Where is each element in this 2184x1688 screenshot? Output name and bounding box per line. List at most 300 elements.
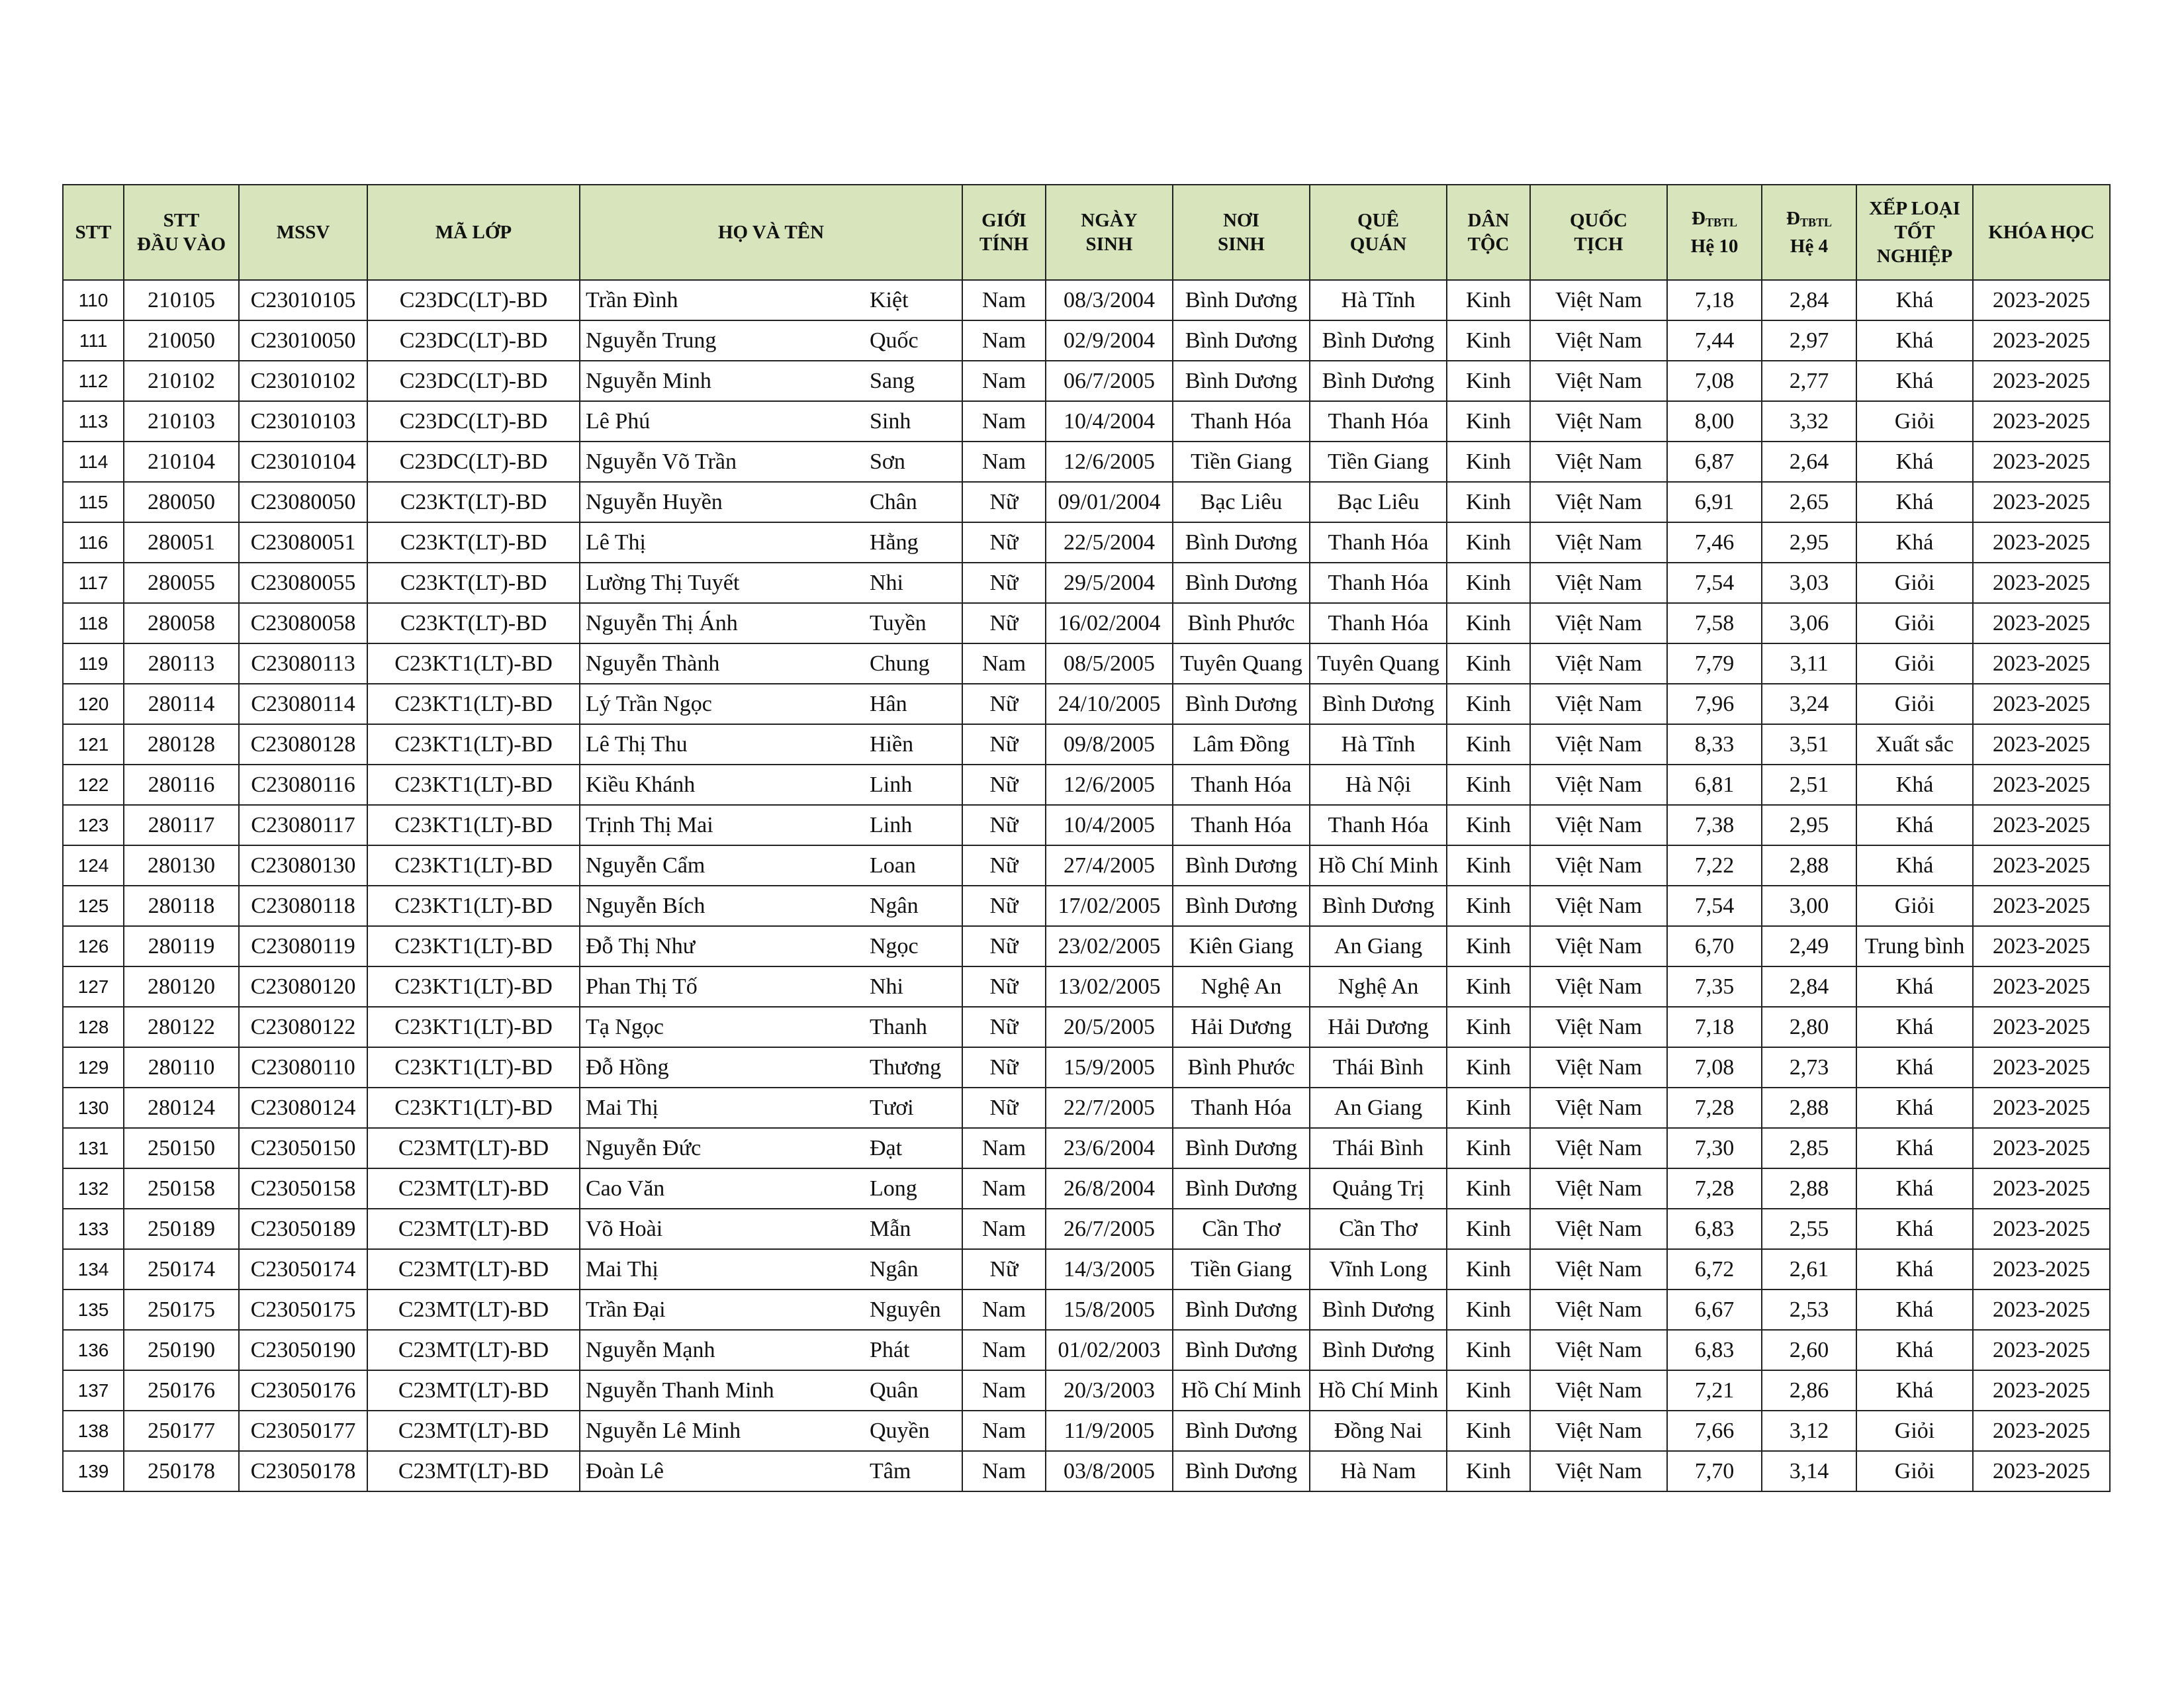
cell-ten: Nhi [870, 966, 962, 1007]
cell-ma-lop: C23MT(LT)-BD [367, 1330, 580, 1370]
cell-diem-he-10: 6,81 [1667, 765, 1762, 805]
cell-stt-dau-vao: 280117 [124, 805, 239, 845]
cell-noi-sinh: Bình Dương [1173, 845, 1310, 886]
cell-diem-he-10: 7,54 [1667, 886, 1762, 926]
cell-stt: 136 [63, 1330, 124, 1370]
header-ho-va-ten: HỌ VÀ TÊN [580, 185, 962, 280]
cell-stt-dau-vao: 280118 [124, 886, 239, 926]
cell-ten: Phát [870, 1330, 962, 1370]
cell-ten: Thương [870, 1047, 962, 1088]
table-row [63, 643, 2110, 684]
cell-diem-he-4: 3,12 [1762, 1411, 1856, 1451]
cell-que-quan: Bình Dương [1310, 1289, 1447, 1330]
cell-diem-he-10: 7,58 [1667, 603, 1762, 643]
cell-diem-he-10: 8,00 [1667, 401, 1762, 442]
cell-ten: Hân [870, 684, 962, 724]
cell-xep-loai: Khá [1856, 522, 1973, 563]
cell-ten: Chung [870, 643, 962, 684]
cell-noi-sinh: Bình Dương [1173, 361, 1310, 401]
cell-ten: Tuyền [870, 603, 962, 643]
cell-ma-lop: C23KT(LT)-BD [367, 482, 580, 522]
header-quoc-tich: QUỐC TỊCH [1530, 185, 1667, 280]
cell-xep-loai: Giỏi [1856, 886, 1973, 926]
cell-stt-dau-vao: 280122 [124, 1007, 239, 1047]
cell-noi-sinh: Tiền Giang [1173, 442, 1310, 482]
cell-quoc-tich: Việt Nam [1530, 966, 1667, 1007]
cell-que-quan: Bình Dương [1310, 320, 1447, 361]
cell-khoa-hoc: 2023-2025 [1973, 1168, 2110, 1209]
cell-mssv: C23080120 [239, 966, 367, 1007]
cell-mssv: C23080130 [239, 845, 367, 886]
cell-dan-toc: Kinh [1447, 724, 1530, 765]
cell-ten: Sinh [870, 401, 962, 442]
cell-stt: 112 [63, 361, 124, 401]
cell-diem-he-4: 2,53 [1762, 1289, 1856, 1330]
cell-stt: 134 [63, 1249, 124, 1289]
cell-gioi-tinh: Nam [962, 1209, 1046, 1249]
cell-quoc-tich: Việt Nam [1530, 1370, 1667, 1411]
cell-que-quan: Tiền Giang [1310, 442, 1447, 482]
cell-ngay-sinh: 22/5/2004 [1046, 522, 1173, 563]
cell-ten: Kiệt [870, 280, 962, 320]
header-diem-he-4: ĐTBTL Hệ 4 [1762, 185, 1856, 280]
cell-khoa-hoc: 2023-2025 [1973, 320, 2110, 361]
cell-dan-toc: Kinh [1447, 522, 1530, 563]
cell-ten: Đạt [870, 1128, 962, 1168]
cell-khoa-hoc: 2023-2025 [1973, 1007, 2110, 1047]
cell-dan-toc: Kinh [1447, 765, 1530, 805]
cell-khoa-hoc: 2023-2025 [1973, 401, 2110, 442]
cell-dan-toc: Kinh [1447, 442, 1530, 482]
table-row [63, 805, 2110, 845]
cell-ten: Loan [870, 845, 962, 886]
cell-ma-lop: C23MT(LT)-BD [367, 1128, 580, 1168]
cell-diem-he-10: 7,35 [1667, 966, 1762, 1007]
cell-ma-lop: C23KT1(LT)-BD [367, 845, 580, 886]
cell-diem-he-4: 2,51 [1762, 765, 1856, 805]
table-row [63, 1411, 2110, 1451]
cell-stt: 110 [63, 280, 124, 320]
cell-gioi-tinh: Nam [962, 1451, 1046, 1491]
cell-stt-dau-vao: 250177 [124, 1411, 239, 1451]
cell-noi-sinh: Bình Dương [1173, 320, 1310, 361]
cell-stt: 123 [63, 805, 124, 845]
cell-mssv: C23080055 [239, 563, 367, 603]
cell-quoc-tich: Việt Nam [1530, 1088, 1667, 1128]
cell-stt: 133 [63, 1209, 124, 1249]
cell-ho-dem: Nguyễn Thị Ánh [580, 603, 870, 643]
cell-diem-he-4: 2,88 [1762, 1088, 1856, 1128]
cell-ten: Ngân [870, 1249, 962, 1289]
cell-gioi-tinh: Nam [962, 1128, 1046, 1168]
cell-quoc-tich: Việt Nam [1530, 724, 1667, 765]
cell-ho-dem: Võ Hoài [580, 1209, 870, 1249]
cell-xep-loai: Khá [1856, 1209, 1973, 1249]
cell-stt-dau-vao: 280050 [124, 482, 239, 522]
cell-stt: 114 [63, 442, 124, 482]
cell-xep-loai: Khá [1856, 482, 1973, 522]
cell-ngay-sinh: 24/10/2005 [1046, 684, 1173, 724]
cell-dan-toc: Kinh [1447, 1370, 1530, 1411]
cell-gioi-tinh: Nữ [962, 522, 1046, 563]
cell-khoa-hoc: 2023-2025 [1973, 1128, 2110, 1168]
cell-gioi-tinh: Nữ [962, 1047, 1046, 1088]
cell-ngay-sinh: 02/9/2004 [1046, 320, 1173, 361]
cell-khoa-hoc: 2023-2025 [1973, 442, 2110, 482]
cell-ngay-sinh: 12/6/2005 [1046, 765, 1173, 805]
cell-ngay-sinh: 14/3/2005 [1046, 1249, 1173, 1289]
cell-ngay-sinh: 20/3/2003 [1046, 1370, 1173, 1411]
header-stt: STT [63, 185, 124, 280]
cell-noi-sinh: Thanh Hóa [1173, 805, 1310, 845]
table-row [63, 765, 2110, 805]
cell-gioi-tinh: Nam [962, 280, 1046, 320]
cell-mssv: C23080116 [239, 765, 367, 805]
cell-ma-lop: C23KT1(LT)-BD [367, 724, 580, 765]
cell-stt-dau-vao: 250174 [124, 1249, 239, 1289]
cell-ho-dem: Nguyễn Lê Minh [580, 1411, 870, 1451]
cell-que-quan: Thanh Hóa [1310, 401, 1447, 442]
cell-mssv: C23080117 [239, 805, 367, 845]
cell-noi-sinh: Thanh Hóa [1173, 765, 1310, 805]
cell-que-quan: Bình Dương [1310, 1330, 1447, 1370]
cell-gioi-tinh: Nam [962, 1289, 1046, 1330]
cell-khoa-hoc: 2023-2025 [1973, 684, 2110, 724]
cell-gioi-tinh: Nữ [962, 603, 1046, 643]
header-stt-dau-vao: STT ĐẦU VÀO [124, 185, 239, 280]
cell-diem-he-10: 7,66 [1667, 1411, 1762, 1451]
cell-mssv: C23050175 [239, 1289, 367, 1330]
cell-diem-he-4: 2,55 [1762, 1209, 1856, 1249]
cell-stt: 129 [63, 1047, 124, 1088]
cell-diem-he-10: 7,79 [1667, 643, 1762, 684]
table-row [63, 1289, 2110, 1330]
cell-ma-lop: C23KT(LT)-BD [367, 603, 580, 643]
cell-dan-toc: Kinh [1447, 1249, 1530, 1289]
cell-dan-toc: Kinh [1447, 1411, 1530, 1451]
cell-quoc-tich: Việt Nam [1530, 684, 1667, 724]
cell-ma-lop: C23DC(LT)-BD [367, 442, 580, 482]
cell-diem-he-10: 7,44 [1667, 320, 1762, 361]
cell-gioi-tinh: Nữ [962, 1007, 1046, 1047]
cell-ten: Long [870, 1168, 962, 1209]
cell-que-quan: Bạc Liêu [1310, 482, 1447, 522]
cell-noi-sinh: Bình Dương [1173, 1330, 1310, 1370]
cell-xep-loai: Khá [1856, 1289, 1973, 1330]
graduation-table [62, 184, 2111, 1492]
cell-gioi-tinh: Nữ [962, 805, 1046, 845]
header-khoa-hoc: KHÓA HỌC [1973, 185, 2110, 280]
table-row [63, 1209, 2110, 1249]
cell-ho-dem: Lê Phú [580, 401, 870, 442]
cell-que-quan: Thái Bình [1310, 1128, 1447, 1168]
cell-khoa-hoc: 2023-2025 [1973, 886, 2110, 926]
cell-ngay-sinh: 16/02/2004 [1046, 603, 1173, 643]
cell-ho-dem: Nguyễn Huyền [580, 482, 870, 522]
table-row [63, 1249, 2110, 1289]
cell-ma-lop: C23KT1(LT)-BD [367, 926, 580, 966]
cell-ma-lop: C23KT1(LT)-BD [367, 1007, 580, 1047]
cell-xep-loai: Khá [1856, 1128, 1973, 1168]
cell-xep-loai: Khá [1856, 1168, 1973, 1209]
cell-diem-he-10: 7,46 [1667, 522, 1762, 563]
cell-noi-sinh: Bình Dương [1173, 1168, 1310, 1209]
cell-que-quan: An Giang [1310, 1088, 1447, 1128]
header-xep-loai: XẾP LOẠI TỐT NGHIỆP [1856, 185, 1973, 280]
cell-stt: 138 [63, 1411, 124, 1451]
table-row [63, 926, 2110, 966]
cell-stt: 131 [63, 1128, 124, 1168]
cell-stt-dau-vao: 250190 [124, 1330, 239, 1370]
cell-diem-he-4: 3,00 [1762, 886, 1856, 926]
cell-ho-dem: Tạ Ngọc [580, 1007, 870, 1047]
cell-mssv: C23050189 [239, 1209, 367, 1249]
table-row [63, 886, 2110, 926]
cell-ngay-sinh: 15/9/2005 [1046, 1047, 1173, 1088]
cell-stt-dau-vao: 250150 [124, 1128, 239, 1168]
table-row [63, 442, 2110, 482]
cell-dan-toc: Kinh [1447, 1451, 1530, 1491]
cell-que-quan: Bình Dương [1310, 684, 1447, 724]
cell-stt-dau-vao: 280058 [124, 603, 239, 643]
cell-ma-lop: C23KT1(LT)-BD [367, 684, 580, 724]
cell-dan-toc: Kinh [1447, 280, 1530, 320]
header-que-quan: QUÊ QUÁN [1310, 185, 1447, 280]
cell-xep-loai: Khá [1856, 280, 1973, 320]
cell-noi-sinh: Bình Dương [1173, 1128, 1310, 1168]
cell-que-quan: An Giang [1310, 926, 1447, 966]
header-gioi-tinh: GIỚI TÍNH [962, 185, 1046, 280]
cell-noi-sinh: Bình Dương [1173, 886, 1310, 926]
cell-diem-he-10: 7,30 [1667, 1128, 1762, 1168]
cell-ten: Thanh [870, 1007, 962, 1047]
cell-stt: 121 [63, 724, 124, 765]
cell-xep-loai: Giỏi [1856, 643, 1973, 684]
cell-ten: Linh [870, 805, 962, 845]
cell-ngay-sinh: 06/7/2005 [1046, 361, 1173, 401]
cell-diem-he-4: 2,88 [1762, 845, 1856, 886]
cell-diem-he-4: 2,73 [1762, 1047, 1856, 1088]
cell-ngay-sinh: 08/3/2004 [1046, 280, 1173, 320]
cell-diem-he-4: 2,97 [1762, 320, 1856, 361]
cell-noi-sinh: Kiên Giang [1173, 926, 1310, 966]
cell-ma-lop: C23MT(LT)-BD [367, 1411, 580, 1451]
table-row [63, 1047, 2110, 1088]
table-row [63, 1007, 2110, 1047]
cell-dan-toc: Kinh [1447, 643, 1530, 684]
cell-que-quan: Hồ Chí Minh [1310, 1370, 1447, 1411]
cell-xep-loai: Khá [1856, 442, 1973, 482]
cell-ho-dem: Nguyễn Đức [580, 1128, 870, 1168]
cell-noi-sinh: Bình Dương [1173, 1451, 1310, 1491]
table-row [63, 966, 2110, 1007]
cell-dan-toc: Kinh [1447, 926, 1530, 966]
cell-diem-he-4: 2,80 [1762, 1007, 1856, 1047]
cell-ngay-sinh: 09/8/2005 [1046, 724, 1173, 765]
cell-que-quan: Hà Nội [1310, 765, 1447, 805]
cell-stt-dau-vao: 250189 [124, 1209, 239, 1249]
cell-que-quan: Thanh Hóa [1310, 522, 1447, 563]
cell-gioi-tinh: Nam [962, 1370, 1046, 1411]
cell-mssv: C23050174 [239, 1249, 367, 1289]
cell-ngay-sinh: 23/02/2005 [1046, 926, 1173, 966]
cell-ho-dem: Mai Thị [580, 1088, 870, 1128]
cell-gioi-tinh: Nữ [962, 926, 1046, 966]
cell-ho-dem: Đỗ Hồng [580, 1047, 870, 1088]
cell-mssv: C23050158 [239, 1168, 367, 1209]
cell-xep-loai: Giỏi [1856, 1451, 1973, 1491]
cell-gioi-tinh: Nữ [962, 563, 1046, 603]
cell-xep-loai: Khá [1856, 1088, 1973, 1128]
cell-xep-loai: Khá [1856, 1007, 1973, 1047]
cell-dan-toc: Kinh [1447, 482, 1530, 522]
cell-quoc-tich: Việt Nam [1530, 1451, 1667, 1491]
header-ma-lop: MÃ LỚP [367, 185, 580, 280]
cell-que-quan: Đồng Nai [1310, 1411, 1447, 1451]
cell-gioi-tinh: Nữ [962, 765, 1046, 805]
cell-mssv: C23050176 [239, 1370, 367, 1411]
cell-dan-toc: Kinh [1447, 1209, 1530, 1249]
cell-dan-toc: Kinh [1447, 401, 1530, 442]
cell-dan-toc: Kinh [1447, 684, 1530, 724]
cell-stt: 137 [63, 1370, 124, 1411]
cell-quoc-tich: Việt Nam [1530, 442, 1667, 482]
cell-quoc-tich: Việt Nam [1530, 1047, 1667, 1088]
cell-gioi-tinh: Nam [962, 401, 1046, 442]
cell-diem-he-4: 2,49 [1762, 926, 1856, 966]
cell-stt-dau-vao: 280124 [124, 1088, 239, 1128]
cell-khoa-hoc: 2023-2025 [1973, 1249, 2110, 1289]
cell-quoc-tich: Việt Nam [1530, 1209, 1667, 1249]
cell-diem-he-10: 6,91 [1667, 482, 1762, 522]
cell-khoa-hoc: 2023-2025 [1973, 1451, 2110, 1491]
table-row [63, 563, 2110, 603]
cell-ma-lop: C23MT(LT)-BD [367, 1451, 580, 1491]
cell-diem-he-4: 2,95 [1762, 522, 1856, 563]
table-row [63, 1330, 2110, 1370]
cell-stt: 132 [63, 1168, 124, 1209]
cell-mssv: C23010103 [239, 401, 367, 442]
cell-gioi-tinh: Nam [962, 442, 1046, 482]
cell-stt-dau-vao: 250175 [124, 1289, 239, 1330]
cell-gioi-tinh: Nam [962, 320, 1046, 361]
cell-ten: Tâm [870, 1451, 962, 1491]
cell-xep-loai: Giỏi [1856, 684, 1973, 724]
table-row [63, 603, 2110, 643]
cell-ten: Sơn [870, 442, 962, 482]
cell-quoc-tich: Việt Nam [1530, 886, 1667, 926]
cell-xep-loai: Giỏi [1856, 563, 1973, 603]
cell-ma-lop: C23KT1(LT)-BD [367, 1047, 580, 1088]
cell-ho-dem: Nguyễn Minh [580, 361, 870, 401]
cell-diem-he-10: 6,83 [1667, 1209, 1762, 1249]
cell-dan-toc: Kinh [1447, 603, 1530, 643]
cell-quoc-tich: Việt Nam [1530, 1411, 1667, 1451]
cell-gioi-tinh: Nam [962, 643, 1046, 684]
cell-dan-toc: Kinh [1447, 563, 1530, 603]
cell-diem-he-4: 2,86 [1762, 1370, 1856, 1411]
cell-quoc-tich: Việt Nam [1530, 522, 1667, 563]
cell-stt-dau-vao: 250176 [124, 1370, 239, 1411]
cell-noi-sinh: Hồ Chí Minh [1173, 1370, 1310, 1411]
cell-xep-loai: Khá [1856, 1330, 1973, 1370]
cell-que-quan: Bình Dương [1310, 361, 1447, 401]
cell-ho-dem: Nguyễn Bích [580, 886, 870, 926]
cell-mssv: C23050150 [239, 1128, 367, 1168]
cell-diem-he-4: 2,61 [1762, 1249, 1856, 1289]
cell-khoa-hoc: 2023-2025 [1973, 1411, 2110, 1451]
table-row [63, 845, 2110, 886]
cell-ma-lop: C23KT1(LT)-BD [367, 805, 580, 845]
cell-ma-lop: C23MT(LT)-BD [367, 1168, 580, 1209]
cell-quoc-tich: Việt Nam [1530, 563, 1667, 603]
cell-dan-toc: Kinh [1447, 361, 1530, 401]
cell-xep-loai: Khá [1856, 1370, 1973, 1411]
cell-que-quan: Vĩnh Long [1310, 1249, 1447, 1289]
cell-ten: Hằng [870, 522, 962, 563]
cell-ten: Sang [870, 361, 962, 401]
cell-ma-lop: C23KT1(LT)-BD [367, 966, 580, 1007]
cell-stt-dau-vao: 250178 [124, 1451, 239, 1491]
cell-noi-sinh: Bình Dương [1173, 563, 1310, 603]
cell-diem-he-4: 2,85 [1762, 1128, 1856, 1168]
cell-ten: Mẫn [870, 1209, 962, 1249]
cell-diem-he-10: 7,22 [1667, 845, 1762, 886]
cell-xep-loai: Khá [1856, 1047, 1973, 1088]
cell-ma-lop: C23DC(LT)-BD [367, 361, 580, 401]
cell-ho-dem: Mai Thị [580, 1249, 870, 1289]
cell-stt-dau-vao: 210104 [124, 442, 239, 482]
cell-ten: Chân [870, 482, 962, 522]
table-row [63, 482, 2110, 522]
header-row [63, 185, 2110, 280]
cell-ngay-sinh: 11/9/2005 [1046, 1411, 1173, 1451]
cell-gioi-tinh: Nam [962, 1168, 1046, 1209]
cell-diem-he-10: 7,08 [1667, 1047, 1762, 1088]
cell-mssv: C23010102 [239, 361, 367, 401]
cell-stt: 124 [63, 845, 124, 886]
cell-khoa-hoc: 2023-2025 [1973, 1088, 2110, 1128]
cell-gioi-tinh: Nam [962, 1411, 1046, 1451]
cell-ngay-sinh: 26/8/2004 [1046, 1168, 1173, 1209]
cell-diem-he-10: 7,70 [1667, 1451, 1762, 1491]
cell-ma-lop: C23MT(LT)-BD [367, 1249, 580, 1289]
cell-diem-he-4: 2,84 [1762, 280, 1856, 320]
cell-ho-dem: Nguyễn Cẩm [580, 845, 870, 886]
table-row [63, 1088, 2110, 1128]
cell-xep-loai: Khá [1856, 966, 1973, 1007]
cell-mssv: C23080122 [239, 1007, 367, 1047]
table-body [63, 280, 2110, 1491]
cell-ho-dem: Nguyễn Mạnh [580, 1330, 870, 1370]
cell-stt: 135 [63, 1289, 124, 1330]
cell-stt: 117 [63, 563, 124, 603]
cell-ngay-sinh: 09/01/2004 [1046, 482, 1173, 522]
cell-gioi-tinh: Nam [962, 1330, 1046, 1370]
cell-quoc-tich: Việt Nam [1530, 1168, 1667, 1209]
cell-ngay-sinh: 10/4/2005 [1046, 805, 1173, 845]
table-row [63, 361, 2110, 401]
cell-ngay-sinh: 22/7/2005 [1046, 1088, 1173, 1128]
cell-ten: Ngân [870, 886, 962, 926]
cell-noi-sinh: Cần Thơ [1173, 1209, 1310, 1249]
cell-stt: 139 [63, 1451, 124, 1491]
cell-mssv: C23080114 [239, 684, 367, 724]
cell-noi-sinh: Bình Dương [1173, 684, 1310, 724]
cell-quoc-tich: Việt Nam [1530, 361, 1667, 401]
cell-noi-sinh: Bình Dương [1173, 522, 1310, 563]
cell-khoa-hoc: 2023-2025 [1973, 805, 2110, 845]
